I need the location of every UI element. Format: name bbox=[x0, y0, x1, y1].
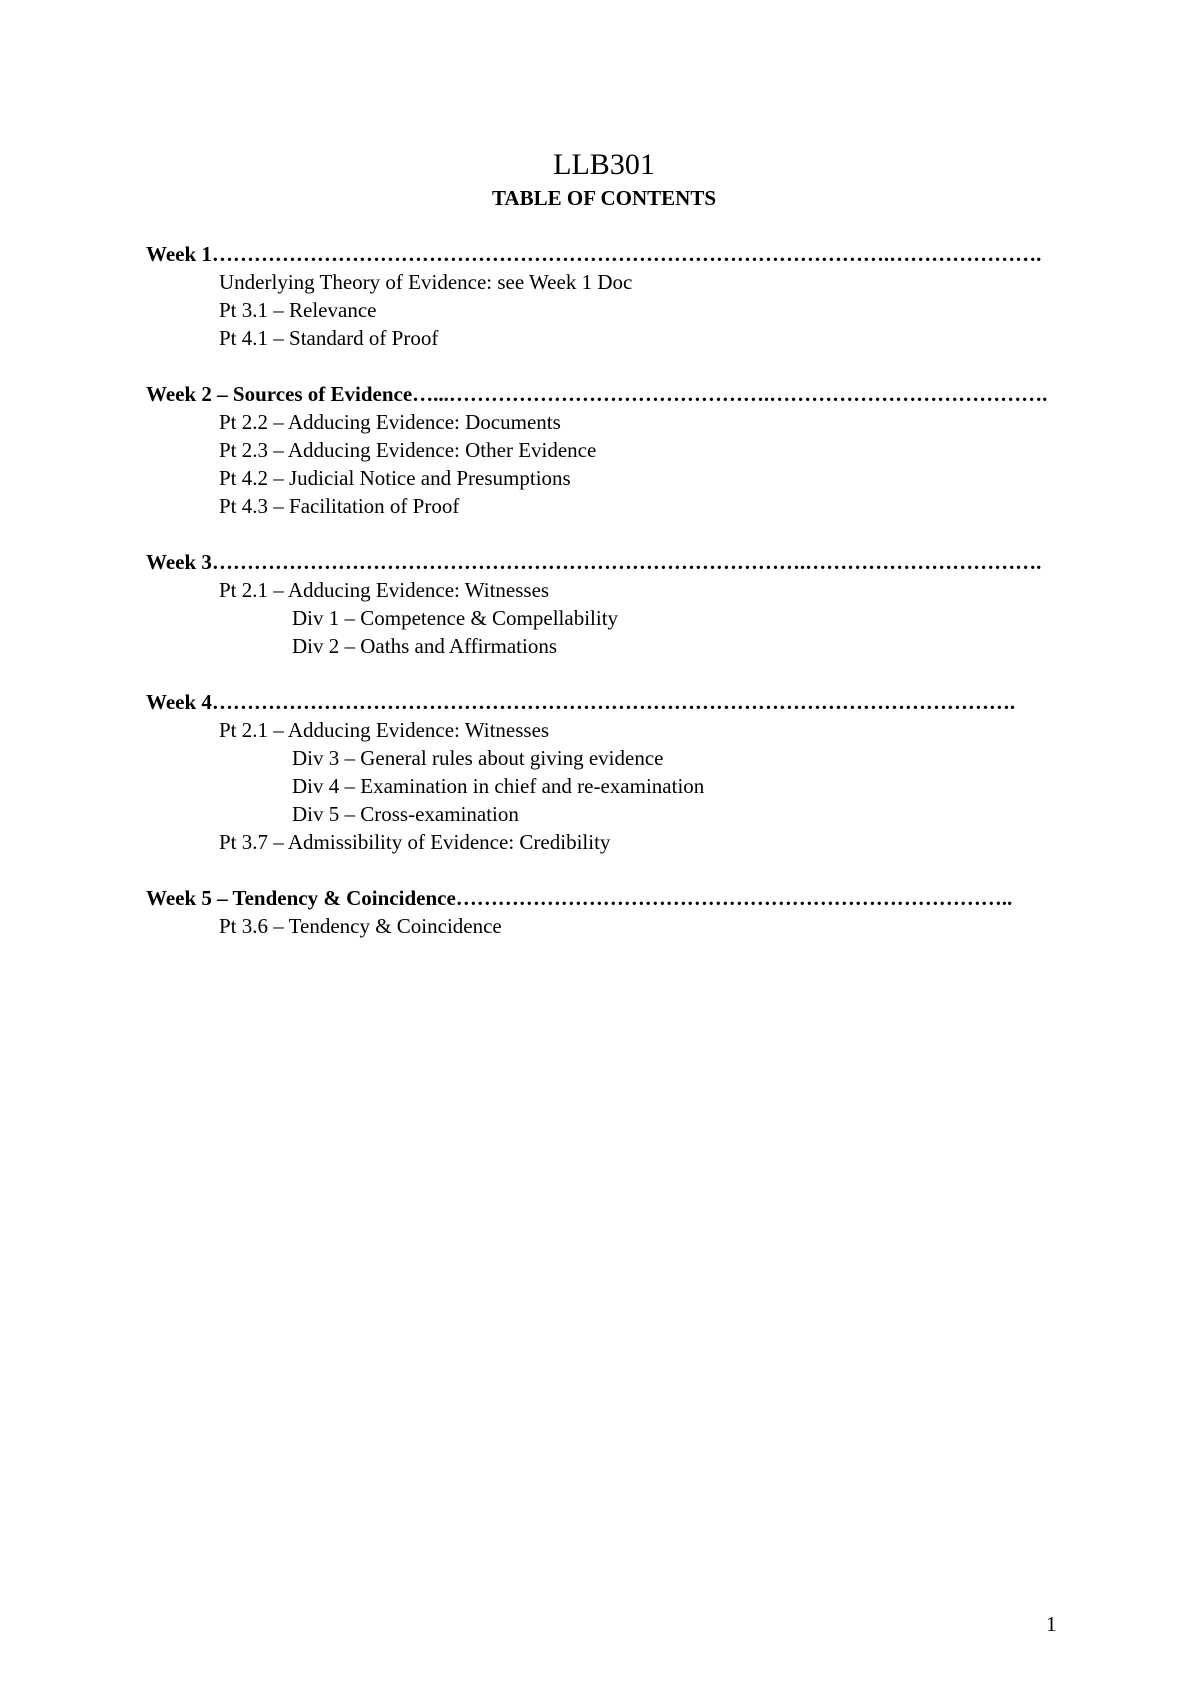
toc-entry[interactable]: Pt 2.3 – Adducing Evidence: Other Evidence bbox=[219, 438, 597, 462]
toc-entry[interactable]: Pt 2.1 – Adducing Evidence: Witnesses bbox=[219, 718, 550, 742]
toc-week-heading[interactable]: Week 1…………………………………………………………………………………….…………………. bbox=[146, 242, 1042, 266]
toc-entry[interactable]: Pt 4.2 – Judicial Notice and Presumptions bbox=[219, 466, 571, 490]
toc-entry[interactable]: Underlying Theory of Evidence: see Week 1 Doc bbox=[219, 270, 633, 294]
toc-subentry[interactable]: Div 5 – Cross-examination bbox=[292, 802, 519, 826]
toc-week-3 bbox=[146, 548, 1066, 660]
toc-week-heading[interactable]: Week 4……………………………………………………………………………………………………. bbox=[146, 690, 1016, 714]
toc-entry[interactable]: Pt 3.7 – Admissibility of Evidence: Credibility bbox=[219, 830, 611, 854]
toc-week-heading[interactable]: Week 5 – Tendency & Coincidence…………………………………………………………………….. bbox=[146, 886, 1013, 910]
toc-week-2 bbox=[146, 380, 1066, 520]
toc-subentry[interactable]: Div 2 – Oaths and Affirmations bbox=[292, 634, 558, 658]
toc-week-5 bbox=[146, 884, 1066, 940]
toc-entry[interactable]: Pt 4.1 – Standard of Proof bbox=[219, 326, 439, 350]
toc-week-heading[interactable]: Week 3………………………………………………………………………….……………………………. bbox=[146, 550, 1042, 574]
toc-entry[interactable]: Pt 3.1 – Relevance bbox=[219, 298, 377, 322]
toc-entry[interactable]: Pt 4.3 – Facilitation of Proof bbox=[219, 494, 460, 518]
toc-week-heading[interactable]: Week 2 – Sources of Evidence…...……………………………………….…………………………………. bbox=[146, 382, 1048, 406]
toc-subentry[interactable]: Div 1 – Competence & Compellability bbox=[292, 606, 619, 630]
document-title: LLB301 bbox=[553, 148, 655, 181]
toc-subentry[interactable]: Div 3 – General rules about giving evidence bbox=[292, 746, 664, 770]
toc-week-1 bbox=[146, 240, 1066, 352]
toc-week-4 bbox=[146, 688, 1066, 856]
table-of-contents bbox=[146, 240, 1066, 968]
toc-entry[interactable]: Pt 2.1 – Adducing Evidence: Witnesses bbox=[219, 578, 550, 602]
page-number: 1 bbox=[1046, 1612, 1057, 1636]
toc-entry[interactable]: Pt 2.2 – Adducing Evidence: Documents bbox=[219, 410, 561, 434]
toc-subentry[interactable]: Div 4 – Examination in chief and re-examination bbox=[292, 774, 705, 798]
document-subtitle: TABLE OF CONTENTS bbox=[491, 186, 717, 210]
toc-entry[interactable]: Pt 3.6 – Tendency & Coincidence bbox=[219, 914, 502, 938]
